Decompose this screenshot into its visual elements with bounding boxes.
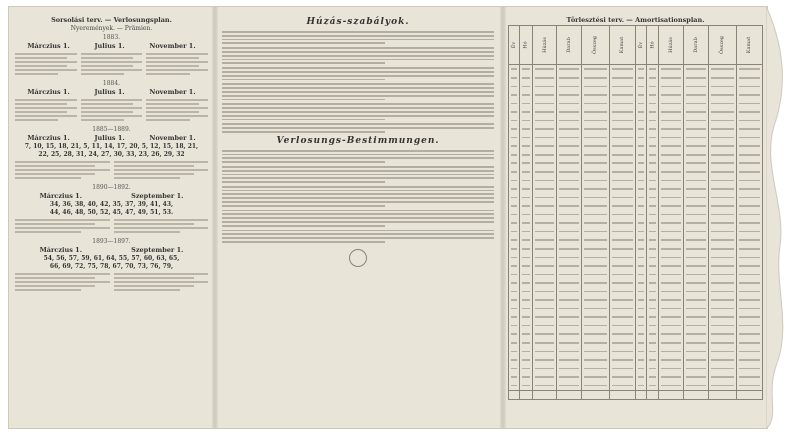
column-header: Hó — [520, 26, 532, 65]
amortisation-rows — [509, 65, 763, 391]
series-numbers: 54, 56, 57, 59, 61, 64, 55, 57, 60, 63, 65, — [43, 255, 180, 262]
rules-paragraph — [222, 186, 494, 207]
table-row — [509, 91, 763, 100]
table-row — [509, 321, 763, 330]
table-row — [509, 65, 763, 74]
prize-table — [15, 271, 208, 293]
table-row — [509, 262, 763, 271]
table-footer — [509, 390, 763, 399]
draw-date: Julius 1. — [94, 88, 125, 96]
table-row — [509, 304, 763, 313]
table-row — [509, 270, 763, 279]
table-row — [509, 82, 763, 91]
draw-date: Márczius 1. — [27, 88, 70, 96]
prize-table — [15, 217, 208, 235]
amortisation-table — [508, 25, 763, 400]
column-header: Húzás — [659, 26, 684, 65]
series-numbers: 44, 46, 48, 50, 52, 45, 47, 49, 51, 53. — [49, 209, 174, 216]
draw-dates — [15, 88, 208, 96]
amortisation-panel — [502, 7, 769, 428]
prize-plan-panel — [9, 7, 214, 428]
section-year: 1890—1892. — [92, 184, 131, 191]
rules-paragraph — [222, 166, 494, 183]
draw-date: Márczius 1. — [39, 192, 82, 200]
table-row — [509, 159, 763, 168]
table-row — [509, 227, 763, 236]
draw-date: November 1. — [149, 134, 196, 142]
perforated-edge — [766, 6, 796, 429]
table-row — [509, 150, 763, 159]
rules-title-hungarian: Húzás-szabályok. — [306, 17, 410, 27]
series-numbers: 22, 25, 28, 31, 24, 27, 30, 33, 23, 26, 29, 32 — [38, 151, 185, 158]
draw-dates — [15, 134, 208, 142]
table-row — [509, 339, 763, 348]
draw-date: November 1. — [149, 88, 196, 96]
column-header: Év — [635, 26, 646, 65]
draw-date: Szeptember 1. — [131, 246, 184, 254]
series-numbers: 66, 69, 72, 75, 78, 67, 70, 73, 76, 79, — [49, 263, 174, 270]
draw-date: Márczius 1. — [39, 246, 82, 254]
table-row — [509, 253, 763, 262]
draw-date: Márczius 1. — [27, 134, 70, 142]
series-numbers: 34, 36, 38, 40, 42, 35, 37, 39, 41, 43, — [49, 201, 174, 208]
table-row — [509, 236, 763, 245]
table-row — [509, 116, 763, 125]
column-header: Hó — [647, 26, 659, 65]
rules-title-german: Verlosungs-Bestimmungen. — [276, 135, 440, 146]
table-row — [509, 347, 763, 356]
table-row — [509, 176, 763, 185]
draw-date: Julius 1. — [94, 42, 125, 50]
lottery-bond-back — [8, 6, 768, 429]
table-row — [509, 99, 763, 108]
table-row — [509, 185, 763, 194]
column-header: Összeg — [708, 26, 736, 65]
table-row — [509, 244, 763, 253]
draw-date: Julius 1. — [94, 134, 125, 142]
rules-paragraph — [222, 103, 494, 120]
table-row — [509, 74, 763, 83]
draw-date: November 1. — [149, 42, 196, 50]
draw-dates — [15, 192, 208, 200]
table-row — [509, 364, 763, 373]
rules-paragraph — [222, 67, 494, 80]
column-header: Kamat — [737, 26, 763, 65]
prize-table — [15, 159, 208, 181]
prize-table — [15, 97, 208, 123]
rules-paragraph — [222, 150, 494, 163]
table-row — [509, 296, 763, 305]
table-row — [509, 219, 763, 228]
rules-paragraph — [222, 31, 494, 44]
table-row — [509, 287, 763, 296]
section-year: 1885—1889. — [92, 126, 131, 133]
draw-dates — [15, 246, 208, 254]
column-header: Kamat — [610, 26, 636, 65]
table-row — [509, 330, 763, 339]
table-row — [509, 210, 763, 219]
table-row — [509, 168, 763, 177]
section-year: 1884. — [102, 80, 121, 87]
seal-stamp — [349, 249, 367, 267]
rules-paragraph — [222, 47, 494, 64]
rules-paragraph — [222, 230, 494, 243]
column-header: Darab — [684, 26, 709, 65]
table-row — [509, 142, 763, 151]
rules-paragraph — [222, 210, 494, 227]
prize-plan-subheader: Nyeremények. — Prämien. — [70, 25, 153, 32]
section-year: 1883. — [102, 34, 121, 41]
rules-paragraph — [222, 83, 494, 100]
column-header: Összeg — [581, 26, 609, 65]
table-row — [509, 381, 763, 390]
draw-date: Szeptember 1. — [131, 192, 184, 200]
column-header: Év — [509, 26, 520, 65]
prize-table — [15, 51, 208, 77]
table-row — [509, 313, 763, 322]
series-numbers: 7, 10, 15, 18, 21, 5, 11, 14, 17, 20, 5, 12, 15, 18, 21, — [24, 143, 199, 150]
draw-date: Márczius 1. — [27, 42, 70, 50]
column-header: Húzás — [532, 26, 557, 65]
draw-dates — [15, 42, 208, 50]
table-row — [509, 356, 763, 365]
section-year: 1893—1897. — [92, 238, 131, 245]
table-row — [509, 279, 763, 288]
table-row — [509, 133, 763, 142]
column-header: Darab — [557, 26, 582, 65]
table-row — [509, 373, 763, 382]
amortisation-header: Törlesztési terv. — Amortisationsplan. — [566, 16, 705, 24]
rules-paragraph — [222, 123, 494, 132]
table-row — [509, 108, 763, 117]
table-row — [509, 193, 763, 202]
table-row — [509, 202, 763, 211]
rules-panel — [214, 7, 502, 428]
table-row — [509, 125, 763, 134]
prize-plan-header: Sorsolási terv. — Verlosungsplan. — [51, 16, 172, 24]
